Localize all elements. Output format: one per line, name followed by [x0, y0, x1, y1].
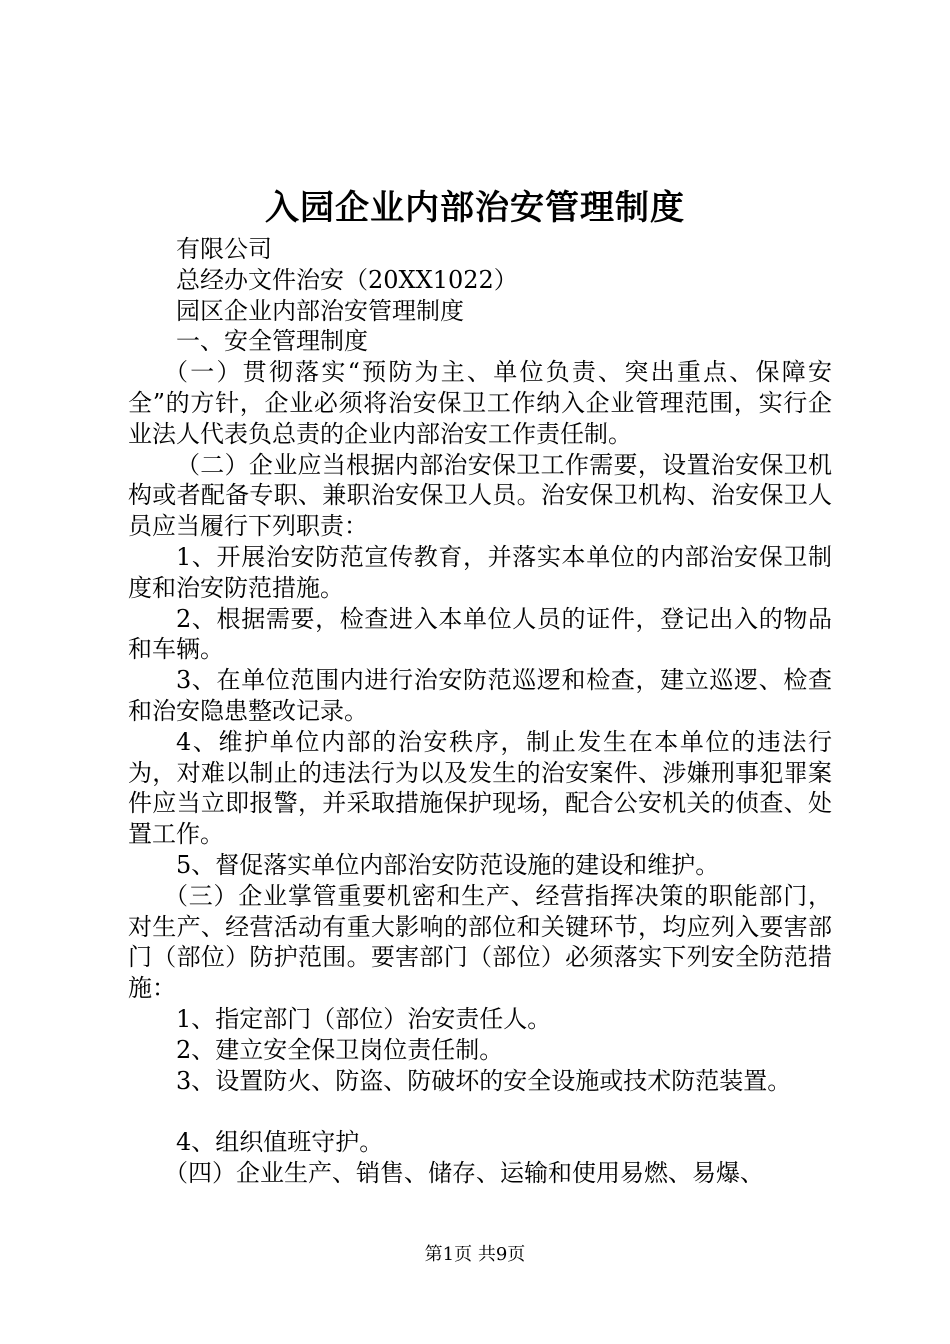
list-item: 4、组织值班守护。	[176, 1128, 384, 1157]
list-item: 3、在单位范围内进行治安防范巡逻和检查，建立巡逻、检查和治安隐患整改记录。	[128, 666, 832, 725]
list-item: 5、督促落实单位内部治安防范设施的建设和维护。	[176, 850, 720, 879]
paragraph-item-4: （四）企业生产、销售、储存、运输和使用易燃、易爆、	[164, 1159, 764, 1188]
list-item: 4、维护单位内部的治安秩序，制止发生在本单位的违法行为，对难以制止的违法行为以及发生的治安案件、涉嫌刑事犯罪案件应当立即报警，并采取措施保护现场，配合公安机关的侦查、处置工作。	[128, 727, 832, 849]
paragraph-file-number: 总经办文件治安（20XX1022）	[176, 265, 518, 294]
list-item: 2、根据需要，检查进入本单位人员的证件，登记出入的物品和车辆。	[128, 604, 832, 664]
paragraph-subtitle: 园区企业内部治安管理制度	[176, 296, 464, 325]
document-body	[128, 234, 832, 1189]
paragraph-item-3: （三）企业掌管重要机密和生产、经营指挥决策的职能部门，对生产、经营活动有重大影响的部位和关键环节，均应列入要害部门（部位）防护范围。要害部门（部位）必须落实下列安全防范措施：	[128, 881, 832, 1003]
section-heading-1: 一、安全管理制度	[176, 327, 368, 356]
page-footer: 第1页 共9页	[424, 1244, 526, 1265]
list-item: 1、指定部门（部位）治安责任人。	[176, 1004, 552, 1033]
list-item: 1、开展治安防范宣传教育，并落实本单位的内部治安保卫制度和治安防范措施。	[128, 542, 832, 602]
list-item: 2、建立安全保卫岗位责任制。	[176, 1035, 504, 1064]
list-item: 3、设置防火、防盗、防破坏的安全设施或技术防范装置。	[176, 1066, 792, 1095]
document-title: 入园企业内部治安管理制度	[265, 188, 685, 228]
paragraph-item-2: （二）企业应当根据内部治安保卫工作需要，设置治安保卫机构或者配备专职、兼职治安保卫人员。治安保卫机构、治安保卫人员应当履行下列职责：	[128, 450, 832, 541]
paragraph-company: 有限公司	[176, 235, 272, 263]
paragraph-item-1: （一）贯彻落实“预防为主、单位负责、突出重点、保障安全”的方针，企业必须将治安保卫工作纳入企业管理范围，实行企业法人代表负总责的企业内部治安工作责任制。	[128, 358, 832, 448]
